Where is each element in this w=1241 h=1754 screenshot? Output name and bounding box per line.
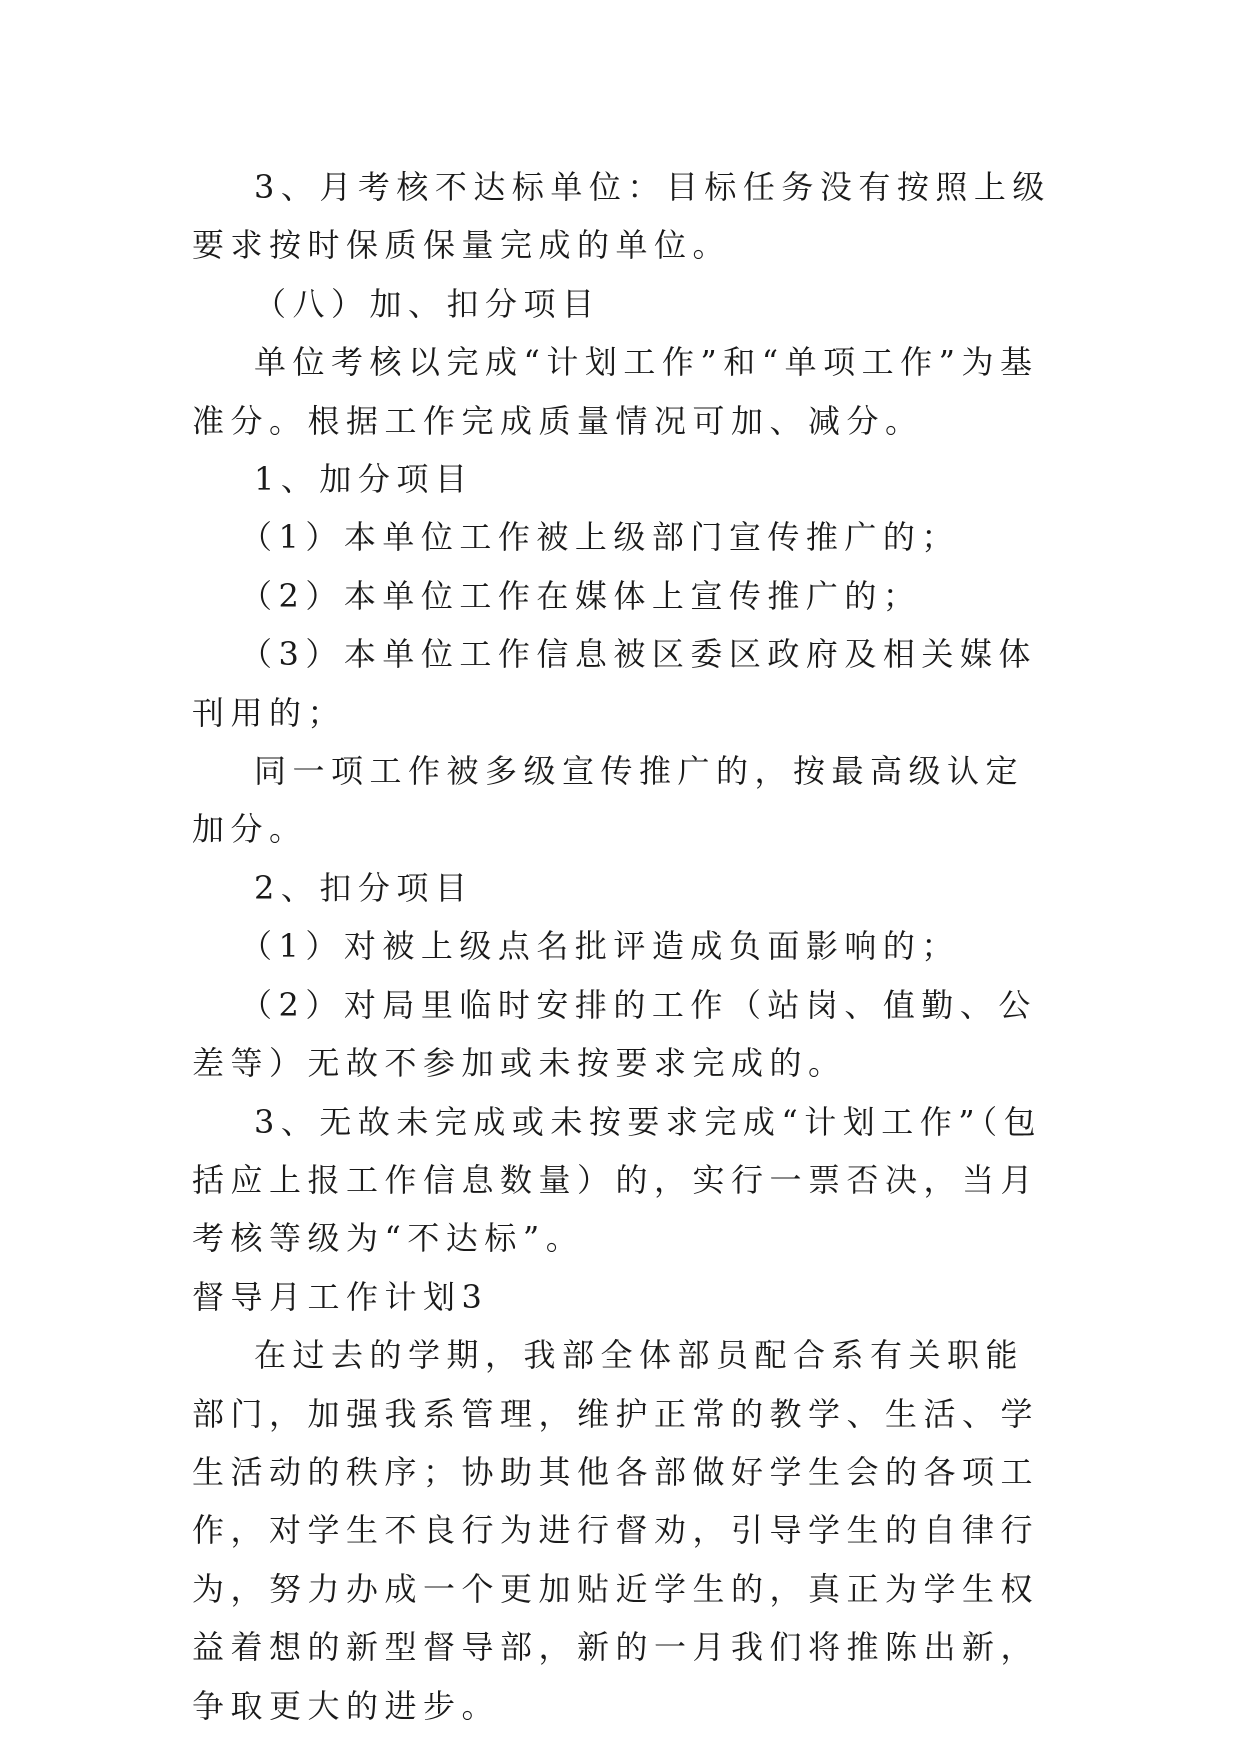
- section-heading-bonus-deduction: （八）加、扣分项目: [254, 284, 601, 323]
- list-item-bonus-2: （2）本单位工作在媒体上宣传推广的；: [240, 576, 922, 615]
- title-supervision-plan-3: 督导月工作计划3: [192, 1277, 489, 1316]
- subheading-deduction-items: 2、扣分项目: [254, 868, 474, 907]
- list-item-bonus-1: （1）本单位工作被上级部门宣传推广的；: [240, 518, 960, 557]
- paragraph-bonus-rule: 同一项工作被多级宣传推广的，按最高级认定加分。: [192, 752, 1025, 849]
- paragraph-baseline-score: 单位考核以完成“计划工作”和“单项工作”为基准分。根据工作完成质量情况可加、减分。: [192, 343, 1039, 440]
- subheading-bonus-items: 1、加分项目: [254, 460, 474, 499]
- paragraph-supervision-summary: 在过去的学期，我部全体部员配合系有关职能部门，加强我系管理，维护正常的教学、生活、学生活动的秩序；协助其他各部做好学生会的各项工作，对学生不良行为进行督劝，引导学生的自律行为，努力办成一个更加贴近学生的，真正为学生权益着想的新型督导部，新的一月我们将推陈出新，争取更大的进步。: [192, 1336, 1040, 1725]
- document-body: [192, 158, 1062, 1735]
- list-item-deduction-2: （2）对局里临时安排的工作（站岗、值勤、公差等）无故不参加或未按要求完成的。: [192, 985, 1037, 1083]
- paragraph-monthly-fail-unit: 3、月考核不达标单位：目标任务没有按照上级要求按时保质保量完成的单位。: [192, 168, 1051, 265]
- list-item-bonus-3: （3）本单位工作信息被区委区政府及相关媒体刊用的；: [192, 635, 1037, 732]
- paragraph-veto-rule: 3、无故未完成或未按要求完成“计划工作”（包括应上报工作信息数量）的，实行一票否决，当月考核等级为“不达标”。: [192, 1102, 1043, 1258]
- list-item-deduction-1: （1）对被上级点名批评造成负面影响的；: [240, 927, 960, 966]
